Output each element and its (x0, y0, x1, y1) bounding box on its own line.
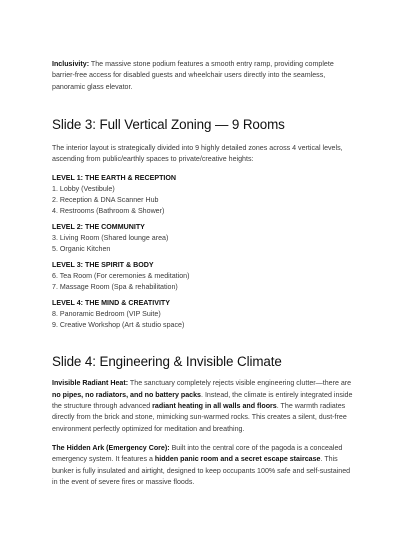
level-1-block (52, 173, 357, 217)
inclusivity-paragraph (52, 59, 352, 93)
slide3-title: Slide 3: Full Vertical Zoning — 9 Rooms (52, 116, 285, 132)
radiant-heat-text: . The warmth radiates directly from the brick and stone, mimicking sun-warmed rocks. This creates a silent, dust-free environment perfectly optimized for meditation and breathing. (52, 402, 347, 433)
list-item: 1. Lobby (Vestibule) (52, 185, 115, 194)
hidden-ark-paragraph (52, 443, 356, 488)
radiant-heat-paragraph (52, 378, 356, 434)
list-item: 2. Reception & DNA Scanner Hub (52, 196, 159, 205)
document-content (52, 59, 357, 488)
list-item: 5. Organic Kitchen (52, 245, 111, 254)
level-1-heading: LEVEL 1: THE EARTH & RECEPTION (52, 174, 177, 183)
level-3-heading: LEVEL 3: THE SPIRIT & BODY (52, 261, 154, 270)
list-item: 8. Panoramic Bedroom (VIP Suite) (52, 310, 161, 319)
hidden-ark-label: The Hidden Ark (Emergency Core): (52, 443, 170, 452)
list-item: 7. Massage Room (Spa & rehabilitation) (52, 283, 178, 292)
radiant-heat-label: Invisible Radiant Heat: (52, 379, 129, 388)
inclusivity-label: Inclusivity: (52, 60, 90, 68)
radiant-heat-text: The sanctuary completely rejects visible engineering clutter—there are (128, 379, 352, 388)
inclusivity-text: The massive stone podium features a smooth entry ramp, providing complete barrier-free access for disabled guests and wheelchair users directly into the seamless, panoramic glass elevator. (52, 60, 334, 91)
slide4-title: Slide 4: Engineering & Invisible Climate (52, 354, 282, 370)
level-4-heading: LEVEL 4: THE MIND & CREATIVITY (52, 299, 170, 308)
radiant-heat-emphasis: radiant heating in all walls and floors (152, 402, 277, 411)
level-3-block (52, 260, 357, 293)
slide3-intro: The interior layout is strategically divided into 9 highly detailed zones across 4 vertical levels, ascending from public/earthly spaces to private/creative heights: (52, 143, 343, 164)
list-item: 4. Restrooms (Bathroom & Shower) (52, 207, 165, 216)
hidden-ark-emphasis: hidden panic room and a secret escape staircase (154, 455, 321, 464)
hidden-ark-text: . This bunker is fully insulated and airtight, designed to keep occupants 100% safe and self-sustained in the event of severe fires or massive floods. (52, 455, 351, 486)
list-item: 3. Living Room (Shared lounge area) (52, 234, 169, 243)
radiant-heat-text: . Instead, the climate is entirely integrated inside the structure through advanced (52, 390, 353, 411)
level-2-block (52, 222, 357, 255)
hidden-ark-text: Built into the central core of the pagoda is a concealed emergency system. It features a (52, 443, 343, 464)
level-4-block (52, 298, 357, 331)
radiant-heat-emphasis: no pipes, no radiators, and no battery packs (52, 390, 201, 399)
list-item: 6. Tea Room (For ceremonies & meditation) (52, 272, 190, 281)
level-2-heading: LEVEL 2: THE COMMUNITY (52, 223, 145, 232)
list-item: 9. Creative Workshop (Art & studio space) (52, 321, 185, 330)
